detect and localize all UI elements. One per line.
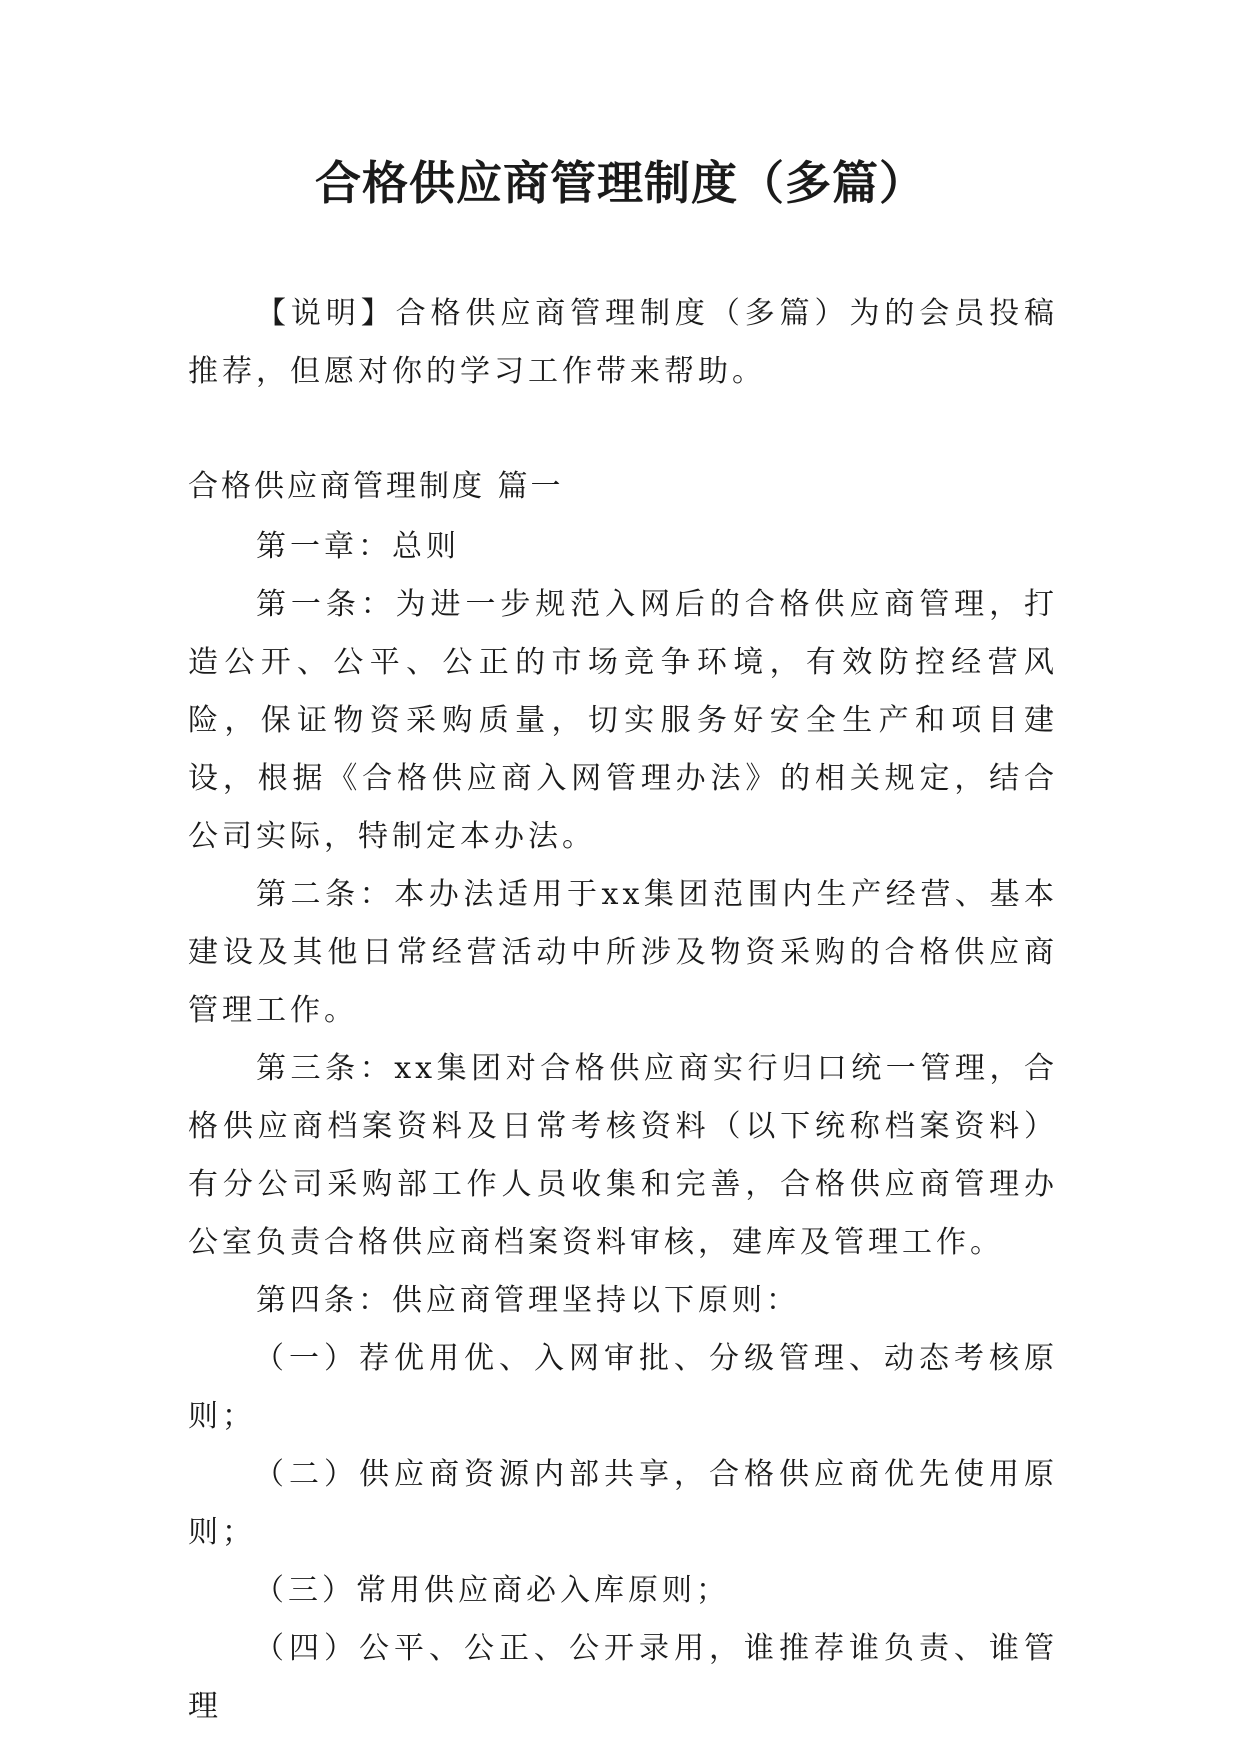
article-paragraph: 第二条：本办法适用于xx集团范围内生产经营、基本建设及其他日常经营活动中所涉及物资采购的合格供应商管理工作。 <box>188 877 1058 1028</box>
article-paragraph: 第四条：供应商管理坚持以下原则： <box>256 1283 800 1318</box>
document-title: 合格供应商管理制度（多篇） <box>315 156 926 210</box>
list-item: （一）荐优用优、入网审批、分级管理、动态考核原则； <box>188 1341 1058 1434</box>
section-heading: 合格供应商管理制度 篇一 <box>188 469 564 504</box>
list-item: （四）公平、公正、公开录用，谁推荐谁负责、谁管理 <box>188 1631 1058 1724</box>
list-item: （三）常用供应商必入库原则； <box>254 1573 730 1608</box>
article-paragraph: 第一条：为进一步规范入网后的合格供应商管理，打造公开、公平、公正的市场竞争环境，有效防控经营风险，保证物资采购质量，切实服务好安全生产和项目建设，根据《合格供应商入网管理办法》的相关规定，结合公司实际，特制定本办法。 <box>188 587 1058 854</box>
chapter-heading: 第一章：总则 <box>256 529 460 564</box>
article-paragraph: 第三条：xx集团对合格供应商实行归口统一管理，合格供应商档案资料及日常考核资料（以下统称档案资料）有分公司采购部工作人员收集和完善，合格供应商管理办公室负责合格供应商档案资料审核，建库及管理工作。 <box>188 1051 1058 1260</box>
intro-paragraph: 【说明】合格供应商管理制度（多篇）为的会员投稿推荐，但愿对你的学习工作带来帮助。 <box>188 296 1058 389</box>
list-item: （二）供应商资源内部共享，合格供应商优先使用原则； <box>188 1457 1058 1550</box>
document-body <box>188 518 1058 1736</box>
